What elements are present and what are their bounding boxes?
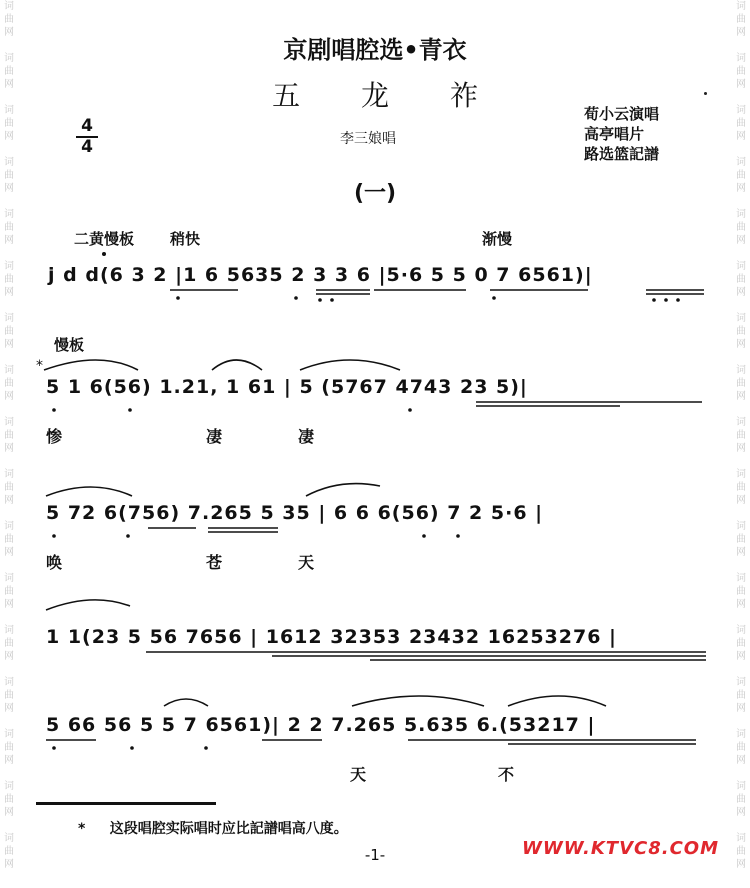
lyric: 惨 [46, 427, 63, 446]
watermark-right: 词 曲 网 词 曲 网 词 曲 网 词 曲 网 词 曲 网 词 曲 网 词 曲 网 词 曲 网 词 曲 网 词 曲 网 词 曲 网 词 曲 网 词 曲 网 词 曲 网 词 曲 网 词 曲 网 词 曲 网 [736, 1, 746, 870]
asterisk-mark: * [36, 358, 43, 374]
time-sig-top: 4 [81, 116, 93, 136]
notation-line-5: 5 66 56 5 5 7 6561)| 2 2 7.265 5.635 6.(53217 | [46, 714, 596, 736]
octave-dot [128, 408, 132, 412]
tempo-marking-slowing: 渐慢 [482, 230, 513, 248]
lyric: 唤 [46, 553, 63, 572]
credits: 荀小云演唱 高亭唱片 路选篮記譜 [584, 105, 660, 163]
lyric: 凄 [206, 427, 223, 446]
octave-dot [126, 534, 130, 538]
tempo-marking-slow: 慢板 [54, 336, 85, 354]
footnote-rule [36, 802, 216, 805]
notation-line-3: 5 72 6(756) 7.265 5 35 | 6 6 6(56) 7 2 5·6 | [46, 502, 544, 524]
slur [46, 487, 132, 496]
octave-dot [456, 534, 460, 538]
series-title: 京剧唱腔选•青衣 [283, 36, 467, 64]
singer-label: 李三娘唱 [340, 131, 396, 147]
octave-dot [422, 534, 426, 538]
footnote-text: 这段唱腔实际唱时应比記譜唱高八度。 [109, 821, 348, 837]
slur [306, 484, 380, 496]
page-number: -1- [364, 846, 386, 864]
octave-dot [176, 296, 180, 300]
lyric: 凄 [298, 427, 315, 446]
octave-dot [664, 298, 668, 302]
slur [300, 360, 400, 370]
tempo-marking-faster: 稍快 [170, 230, 201, 248]
song-title: 五 龙 祚 [272, 79, 504, 112]
octave-dot [52, 408, 56, 412]
octave-dot [204, 746, 208, 750]
lyric: 天 [298, 553, 315, 572]
notation-line-1: j d d(6 3 2 |1 6 5635 2 3 3 6 |5·6 5 5 0 7 6561)| [48, 264, 593, 286]
slur [508, 696, 606, 706]
footnote [78, 818, 348, 838]
slur [164, 699, 208, 706]
lyric: 不 [498, 765, 515, 784]
lyric: 天 [350, 765, 367, 784]
octave-dot [318, 298, 322, 302]
tempo-marking-erhuang: 二黄慢板 [74, 230, 135, 248]
octave-dot [652, 298, 656, 302]
octave-dot [102, 252, 106, 256]
slur [352, 696, 484, 706]
octave-dot [294, 296, 298, 300]
octave-dot [52, 534, 56, 538]
slur [46, 600, 130, 610]
octave-dot [676, 298, 680, 302]
octave-dot [408, 408, 412, 412]
time-sig-bottom: 4 [81, 137, 93, 157]
octave-dot [330, 298, 334, 302]
notation-line-2: 5 1 6(56) 1.21, 1 61 | 5 (5767 4743 23 5)| [46, 376, 528, 398]
octave-dot [492, 296, 496, 300]
footnote-mark: * [78, 821, 86, 837]
octave-dot [130, 746, 134, 750]
watermark-left: 词 曲 网 词 曲 网 词 曲 网 词 曲 网 词 曲 网 词 曲 网 词 曲 网 词 曲 网 词 曲 网 词 曲 网 词 曲 网 词 曲 网 词 曲 网 词 曲 网 词 曲 网 词 曲 网 词 曲 网 [4, 1, 14, 870]
octave-dot [52, 746, 56, 750]
slur [44, 360, 138, 370]
site-watermark[interactable]: WWW.KTVC8.COM [522, 838, 719, 859]
notation-line-4: 1 1(23 5 56 7656 | 1612 32353 23432 16253276 | [46, 626, 617, 648]
section-number: (一) [353, 181, 397, 206]
slur [212, 360, 262, 370]
lyric: 苍 [206, 553, 223, 572]
